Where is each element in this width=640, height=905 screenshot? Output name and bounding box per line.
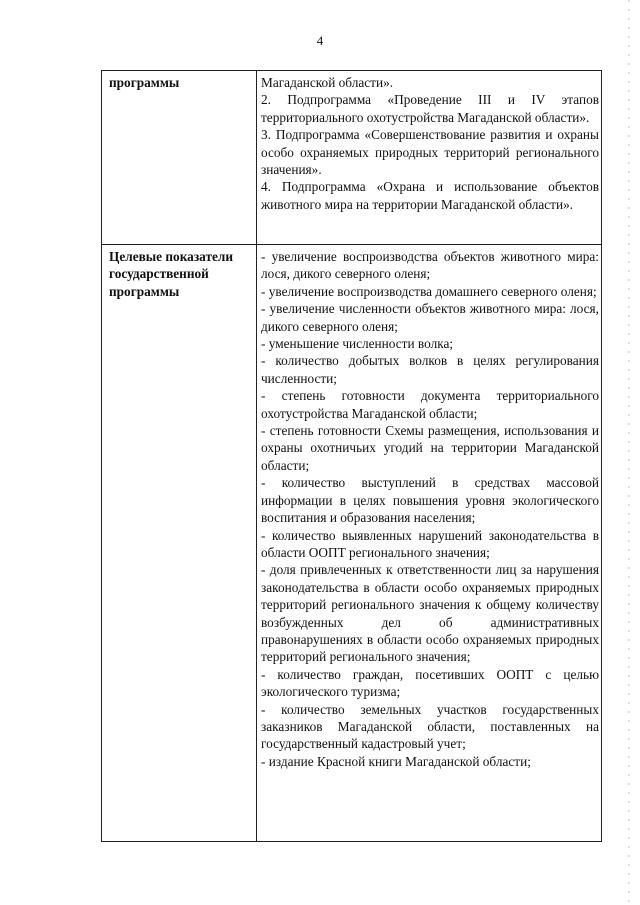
- target-indicator-item: - доля привлеченных к ответственности лиц за нарушения законодательства в области особо охраняемых природных территорий регионального значения к общему количеству возбужденных дел об административных правонарушениях в области особо охраняемых природных территорий регионального значения;: [261, 562, 599, 665]
- row-1-paragraph: 3. Подпрограмма «Совершенствование развития и охраны особо охраняемых природных территорий регионального значения».: [261, 127, 599, 178]
- target-indicator-item: - степень готовности Схемы размещения, использования и охраны охотничьих угодий на территории Магаданской области;: [261, 423, 599, 473]
- row-2-label: Целевые показатели государственной программы: [109, 249, 234, 299]
- row-1-content: [261, 74, 599, 213]
- target-indicator-item: - степень готовности документа территориального охотустройства Магаданской области;: [261, 388, 599, 421]
- target-indicator-item: - количество граждан, посетивших ООПТ с целью экологического туризма;: [261, 666, 599, 700]
- row-1-label: программы: [109, 75, 180, 90]
- row-1-paragraph: 4. Подпрограмма «Охрана и использование объектов животного мира на территории Магаданской области».: [261, 179, 599, 212]
- row-1-paragraph: 2. Подпрограмма «Проведение III и IV этапов территориального охотустройства Магаданской области».: [261, 92, 599, 125]
- row-divider: [102, 244, 601, 245]
- target-indicator-item: - количество добытых волков в целях регулирования численности;: [261, 353, 599, 386]
- target-indicator-item: - издание Красной книги Магаданской области;: [261, 753, 531, 769]
- scan-edge-dots: [628, 0, 630, 905]
- target-indicator-item: - увеличение воспроизводства объектов животного мира: лося, дикого северного оленя;: [261, 249, 599, 282]
- target-indicator-item: - увеличение численности объектов животного мира: лося, дикого северного оленя;: [261, 301, 599, 334]
- row-1-paragraph: Магаданской области».: [261, 75, 394, 90]
- page-number: 4: [316, 33, 324, 48]
- column-divider: [256, 71, 257, 841]
- row-2-content: [261, 248, 599, 770]
- program-table: [101, 70, 602, 842]
- target-indicator-item: - уменьшение численности волка;: [261, 336, 454, 352]
- target-indicator-item: - количество земельных участков государственных заказников Магаданской области, поставленных на государственный кадастровый учет;: [261, 701, 599, 752]
- target-indicator-item: - увеличение воспроизводства домашнего северного оленя;: [261, 283, 597, 299]
- target-indicator-item: - количество выявленных нарушений законодательства в области ООПТ регионального значения;: [261, 527, 599, 560]
- target-indicator-item: - количество выступлений в средствах массовой информации в целях повышения уровня экологического воспитания и образования населения;: [261, 475, 599, 526]
